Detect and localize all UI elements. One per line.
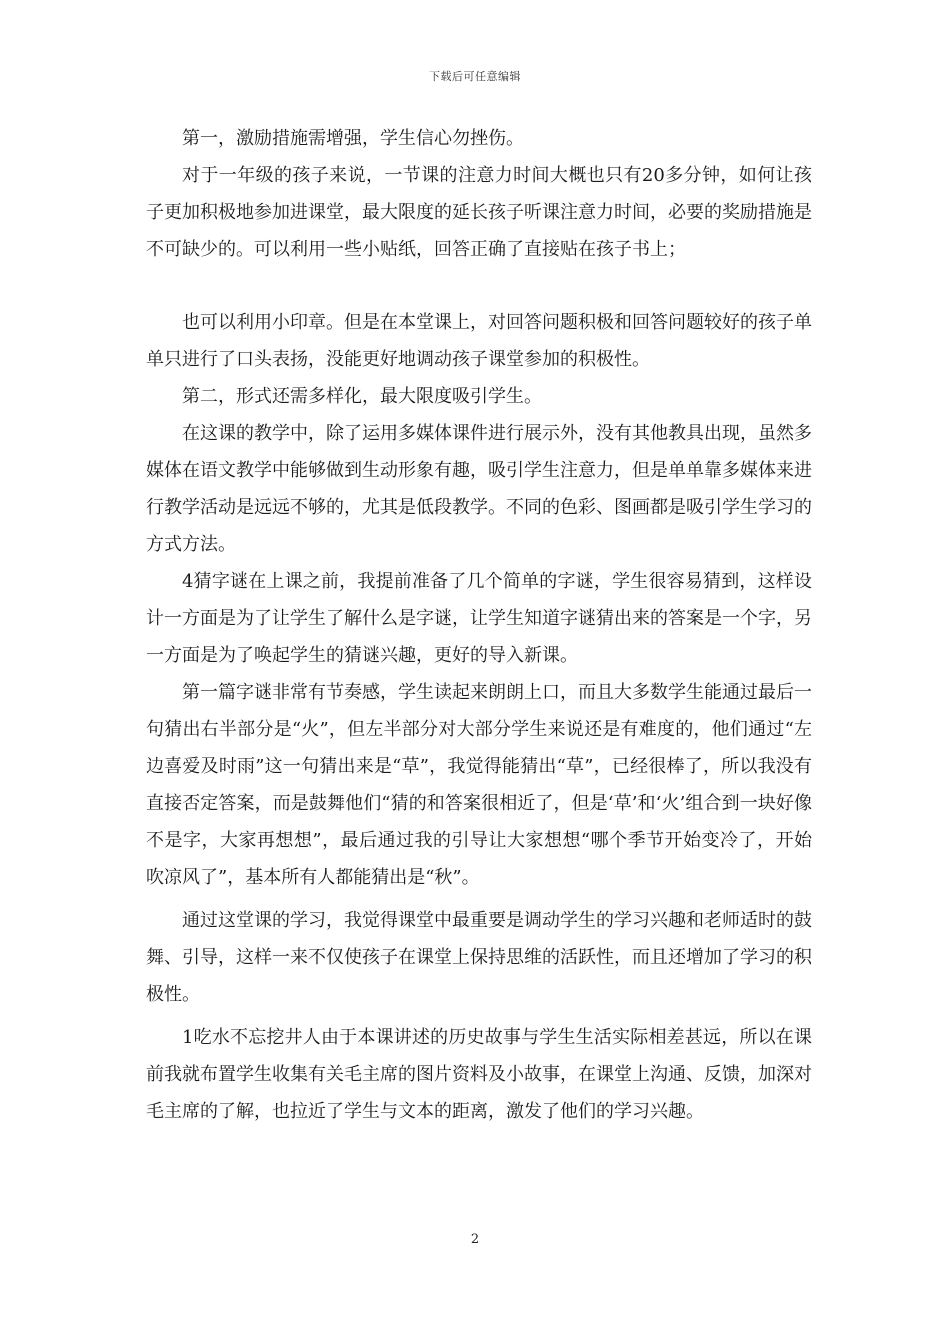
paragraph: 也可以利用小印章。但是在本堂课上，对回答问题积极和回答问题较好的孩子单单只进行了口头表扬，没能更好地调动孩子课堂参加的积极性。 [146,312,812,370]
paragraph-heading-1: 第一，激励措施需增强，学生信心勿挫伤。 [182,128,524,149]
page-number: 2 [470,1232,480,1247]
paragraph: 第一篇字谜非常有节奏感，学生读起来朗朗上口，而且大多数学生能通过最后一句猜出右半部分是“火”，但左半部分对大部分学生来说还是有难度的，他们通过“左边喜爱及时雨”这一句猜出来是“草”，我觉得能猜出“草”，已经很棒了，所以我没有直接否定答案，而是鼓舞他们“猜的和答案很相近了，但是‘草’和‘火’组合到一块好像不是字，大家再想想”，最后通过我的引导让大家想想“哪个季节开始变冷了，开始吹凉风了”，基本所有人都能猜出是“秋”。 [146,682,812,888]
paragraph: 4猜字谜在上课之前，我提前准备了几个简单的字谜，学生很容易猜到，这样设计一方面是为了让学生了解什么是字谜，让学生知道字谜猜出来的答案是一个字，另一方面是为了唤起学生的猜谜兴趣，更好的导入新课。 [146,571,812,666]
page-header: 下载后可任意编辑 [429,70,521,83]
paragraph: 1吃水不忘挖井人由于本课讲述的历史故事与学生生活实际相差甚远，所以在课前我就布置学生收集有关毛主席的图片资料及小故事，在课堂上沟通、反馈，加深对毛主席的了解，也拉近了学生与文本的距离，激发了他们的学习兴趣。 [146,1027,812,1122]
paragraph-heading-2: 第二，形式还需多样化，最大限度吸引学生。 [182,386,542,407]
paragraph: 通过这堂课的学习，我觉得课堂中最重要是调动学生的学习兴趣和老师适时的鼓舞、引导，这样一来不仅使孩子在课堂上保持思维的活跃性，而且还增加了学习的积极性。 [146,910,812,1005]
paragraph-spacer [146,268,812,304]
paragraph: 对于一年级的孩子来说，一节课的注意力时间大概也只有20多分钟，如何让孩子更加积极地参加进课堂，最大限度的延长孩子听课注意力时间，必要的奖励措施是不可缺少的。可以利用一些小贴纸，回答正确了直接贴在孩子书上； [146,165,812,260]
document-body [146,120,812,1130]
paragraph: 在这课的教学中，除了运用多媒体课件进行展示外，没有其他教具出现，虽然多媒体在语文教学中能够做到生动形象有趣，吸引学生注意力，但是单单靠多媒体来进行教学活动是远远不够的，尤其是低段教学。不同的色彩、图画都是吸引学生学习的方式方法。 [146,423,812,555]
